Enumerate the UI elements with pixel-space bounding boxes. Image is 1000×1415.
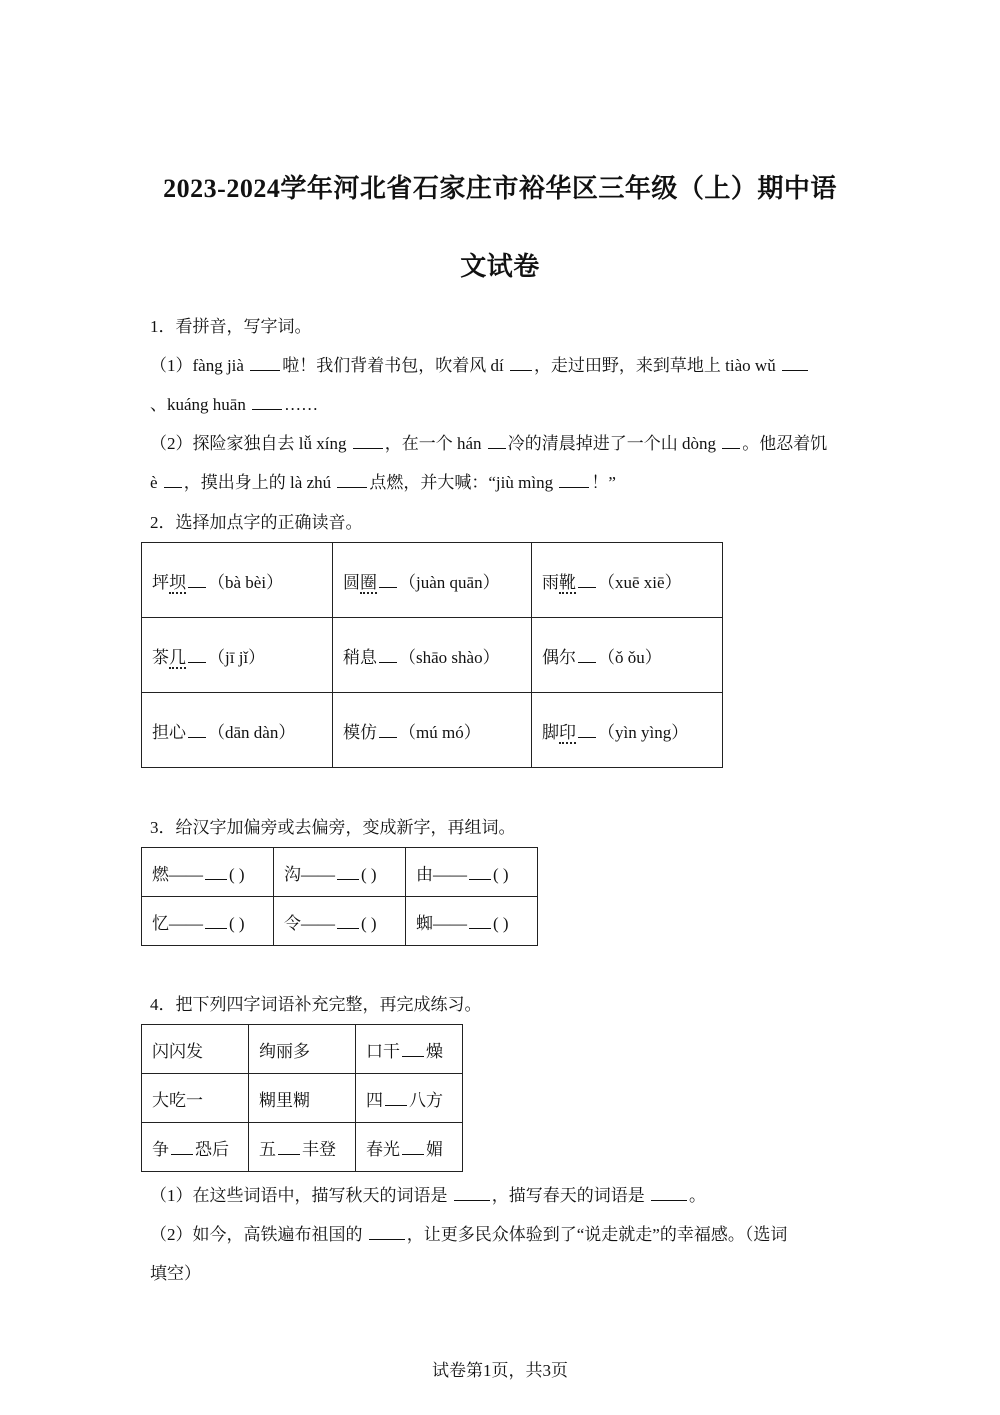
q1-heading: 1．看拼音，写字词。 <box>150 317 312 336</box>
answer-blank[interactable] <box>469 865 491 880</box>
answer-blank[interactable] <box>353 434 383 449</box>
answer-blank[interactable] <box>337 473 367 488</box>
paren-blank[interactable]: ( ) <box>229 864 245 884</box>
table-cell: 茶几 （jī jǐ） <box>142 618 333 693</box>
answer-blank[interactable] <box>205 914 227 929</box>
answer-blank[interactable] <box>250 356 280 371</box>
dotted-char: 圈 <box>360 572 377 592</box>
table-cell: 脚印 （yìn yìng） <box>532 693 723 768</box>
answer-blank[interactable] <box>337 914 359 929</box>
table-cell: 燃—— ( ) <box>142 848 274 897</box>
plain-char: 心 <box>169 722 186 742</box>
answer-blank[interactable] <box>379 723 397 738</box>
q4-s2-text: ，让更多民众体验到了“说走就走”的幸福感。（选词 <box>406 1225 788 1244</box>
table-cell: 雨靴 （xuē xiē） <box>532 543 723 618</box>
q1-p2-text: ！” <box>591 473 616 492</box>
q4-s1-text: （1）在这些词语中，描写秋天的词语是 <box>150 1186 448 1205</box>
q1-p1-text: 、kuáng huān <box>150 395 246 414</box>
answer-blank[interactable] <box>278 1140 300 1155</box>
answer-blank[interactable] <box>578 648 596 663</box>
dotted-char: 坝 <box>169 572 186 592</box>
dotted-char: 几 <box>169 647 186 667</box>
table-cell: 沟—— ( ) <box>274 848 406 897</box>
answer-blank[interactable] <box>722 434 740 449</box>
table-cell: 春光 媚 <box>356 1123 463 1172</box>
answer-blank[interactable] <box>379 573 397 588</box>
table-cell: 令—— ( ) <box>274 897 406 946</box>
q1-p2-text: ，在一个 hán <box>384 434 482 453</box>
answer-blank[interactable] <box>188 573 206 588</box>
q4-sub1 <box>150 1181 706 1206</box>
table-cell: 圆圈 （juàn quān） <box>333 543 532 618</box>
answer-blank[interactable] <box>188 723 206 738</box>
answer-blank[interactable] <box>651 1186 687 1201</box>
table-row <box>142 1025 463 1074</box>
q1-p1-text: ，走过田野，来到草地上 tiào wǔ <box>533 356 776 375</box>
plain-char: 尔 <box>559 647 576 667</box>
table-row <box>142 848 538 897</box>
answer-blank[interactable] <box>559 473 589 488</box>
page-footer: 试卷第1页，共3页 <box>432 1361 568 1380</box>
answer-blank[interactable] <box>578 723 596 738</box>
table-row <box>142 897 538 946</box>
q1-p2-text: 点燃，并大喊：“jiù mìng <box>369 473 554 492</box>
table-cell: 四 八方 <box>356 1074 463 1123</box>
table-cell: 争 恐后 <box>142 1123 249 1172</box>
q4-s1-text: 。 <box>689 1186 706 1205</box>
table-cell: 坪坝 （bà bèi） <box>142 543 333 618</box>
q1-p1-text: …… <box>284 395 319 414</box>
q1-p1-text: 啦！我们背着书包，吹着风 dí <box>282 356 504 375</box>
q1-p2-text: 冷的清晨掉进了一个山 dòng <box>507 434 716 453</box>
table-cell: 大吃一 <box>142 1074 249 1123</box>
answer-blank[interactable] <box>205 865 227 880</box>
table-cell: 偶尔 （ǒ ǒu） <box>532 618 723 693</box>
answer-blank[interactable] <box>454 1186 490 1201</box>
answer-blank[interactable] <box>385 1091 407 1106</box>
paren-blank[interactable]: ( ) <box>493 864 509 884</box>
q1-p2-text: ，摸出身上的 là zhú <box>183 473 332 492</box>
answer-blank[interactable] <box>510 356 532 371</box>
q4-sub2-cont: 填空） <box>150 1264 201 1283</box>
answer-blank[interactable] <box>164 473 182 488</box>
plain-char: 仿 <box>360 722 377 742</box>
table-cell: 模仿 （mú mó） <box>333 693 532 768</box>
answer-blank[interactable] <box>171 1140 193 1155</box>
q1-p2-text: 。他忍着饥 <box>742 434 828 453</box>
q2-pronunciation-table <box>141 542 723 768</box>
paren-blank[interactable]: ( ) <box>229 913 245 933</box>
table-row <box>142 693 723 768</box>
table-cell: 由—— ( ) <box>406 848 538 897</box>
q4-heading: 4．把下列四字词语补充完整，再完成练习。 <box>150 995 482 1014</box>
answer-blank[interactable] <box>337 865 359 880</box>
answer-blank[interactable] <box>379 648 397 663</box>
q2-heading: 2．选择加点字的正确读音。 <box>150 513 363 532</box>
answer-blank[interactable] <box>188 648 206 663</box>
answer-blank[interactable] <box>369 1225 405 1240</box>
q4-s1-text: ，描写春天的词语是 <box>491 1186 645 1205</box>
table-cell: 绚丽多 <box>249 1025 356 1074</box>
q4-idiom-table <box>141 1024 463 1172</box>
table-cell: 口干 燥 <box>356 1025 463 1074</box>
q3-radical-table <box>141 847 538 946</box>
exam-title-line2: 文试卷 <box>460 252 540 281</box>
q1-p2-text: è <box>150 473 158 492</box>
plain-char: 息 <box>360 647 377 667</box>
table-row <box>142 1123 463 1172</box>
dotted-char: 印 <box>559 722 576 742</box>
q1-p1-text: （1）fàng jià <box>150 356 244 375</box>
q4-sub2 <box>150 1220 787 1245</box>
table-cell: 五 丰登 <box>249 1123 356 1172</box>
table-row <box>142 543 723 618</box>
q1-part1-cont <box>150 390 318 415</box>
table-row <box>142 1074 463 1123</box>
paren-blank[interactable]: ( ) <box>493 913 509 933</box>
q1-part2-cont <box>150 468 616 493</box>
q4-s2-text: （2）如今，高铁遍布祖国的 <box>150 1225 363 1244</box>
table-cell: 闪闪发 <box>142 1025 249 1074</box>
q1-p2-text: （2）探险家独自去 lǚ xíng <box>150 434 347 453</box>
answer-blank[interactable] <box>782 356 808 371</box>
answer-blank[interactable] <box>252 395 282 410</box>
answer-blank[interactable] <box>402 1140 424 1155</box>
q1-part2 <box>150 429 827 454</box>
q3-heading: 3．给汉字加偏旁或去偏旁，变成新字，再组词。 <box>150 818 516 837</box>
paren-blank[interactable]: ( ) <box>361 913 377 933</box>
answer-blank[interactable] <box>488 434 506 449</box>
answer-blank[interactable] <box>469 914 491 929</box>
table-cell: 蜘—— ( ) <box>406 897 538 946</box>
dotted-char: 靴 <box>559 572 576 592</box>
table-cell: 担心 （dān dàn） <box>142 693 333 768</box>
answer-blank[interactable] <box>402 1042 424 1057</box>
exam-title-line1: 2023-2024学年河北省石家庄市裕华区三年级（上）期中语 <box>163 174 837 203</box>
q1-part1 <box>150 351 810 376</box>
table-cell: 忆—— ( ) <box>142 897 274 946</box>
paren-blank[interactable]: ( ) <box>361 864 377 884</box>
table-cell: 糊里糊 <box>249 1074 356 1123</box>
table-row <box>142 618 723 693</box>
answer-blank[interactable] <box>578 573 596 588</box>
table-cell: 稍息 （shāo shào） <box>333 618 532 693</box>
